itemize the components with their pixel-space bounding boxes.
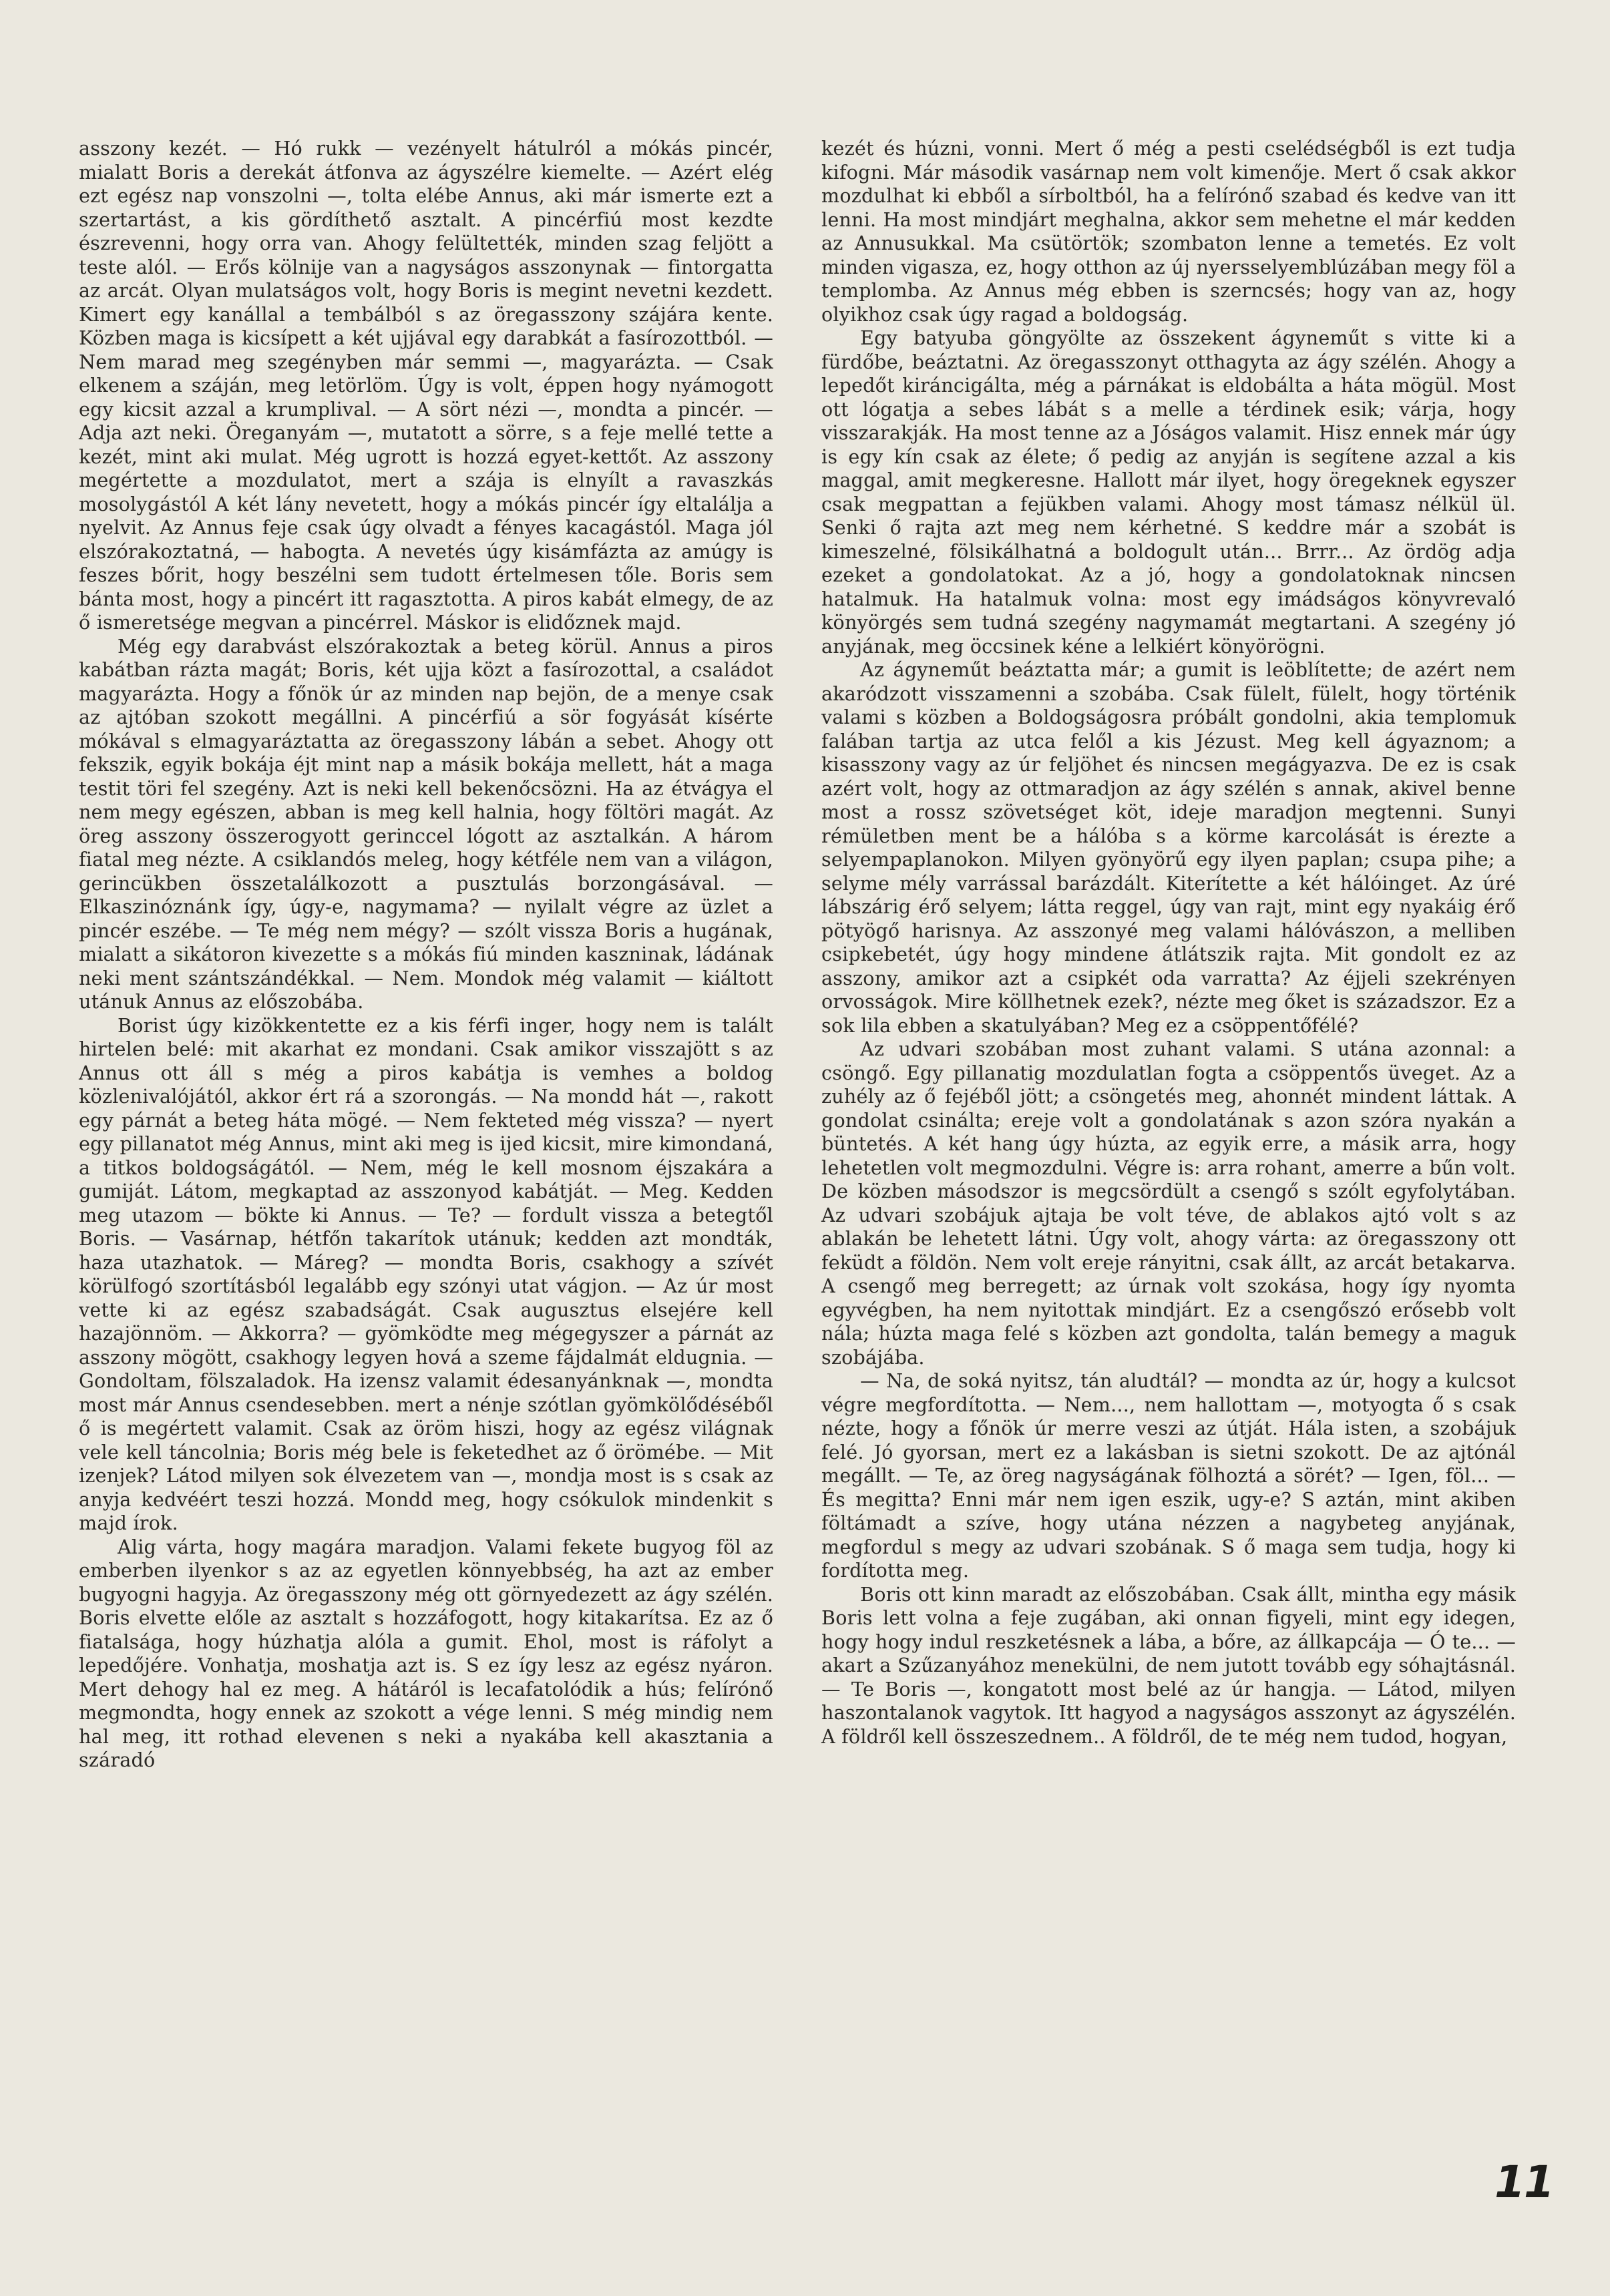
paragraph: Alig várta, hogy magára maradjon. Valami fekete bugyog föl az emberben ilyenkor s az az egyetlen könnyebbség, ha azt az ember bugyogni hagyja. Az öregasszony még ott görnyedezett az ágy szélén. Boris elvette előle az asztalt s hozzáfogott, hogy kitakarítsa. Ez az ő fiatalsága, hogy húzhatja alóla a gumit. Ehol, most is ráfolyt a lepedőjére. Vonhatja, moshatja azt is. S ez így lesz az egész nyáron. Mert dehogy hal ez meg. A hátáról is lecafatolódik a hús; felírónő megmondta, hogy ennek az szokott a vége lenni. S még mindig nem hal meg, itt rothad elevenen s neki a nyakába kell akasztania a száradó — [79, 1535, 773, 1771]
paragraph: Még egy darabvást elszórakoztak a beteg körül. Annus a piros kabátban rázta magát; Boris, két ujja közt a fasírozottal, a családot magyarázta. Hogy a főnök úr az minden nap bejön, de a menye csak az ajtóban szokott megállni. A pincérfiú a sör fogyását kísérte mókával s elmagyaráztatta az öregasszony lábán a sebet. Ahogy ott fekszik, egyik bokája éjt mint nap a másik bokája mellett, hát a maga testit töri fel szegény. Azt is neki kell bekenőcsözni. Ha az étvágya el nem megy egészen, abban is meg kell halnia, hogy föltöri magát. Az öreg asszony összerogyott gerinccel lógott az asztalkán. A három fiatal meg nézte. A csiklandós meleg, hogy kétféle nem van a világon, gerincükben összetalálkozott a pusztulás borzongásával. — Elkaszinóznánk így, úgy-e, nagymama? — nyilalt végre az üzlet a pincér eszébe. — Te még nem mégy? — szólt vissza Boris a hugának, mialatt a sikátoron kivezette s a mókás fiú minden kaszninak, ládának neki ment szántszándékkal. — Nem. Mondok még valamit — kiáltott utánuk Annus az előszobába. — [79, 634, 773, 1013]
paragraph: asszony kezét. — Hó rukk — vezényelt hátulról a mókás pincér, mialatt Boris a derekát átfonva az ágyszélre kiemelte. — Azért elég ezt egész nap vonszolni —, tolta elébe Annus, aki már ismerte ezt a szertartást, a kis gördíthető asztalt. A pincérfiú most kezdte észrevenni, hogy orra van. Ahogy felültették, minden szag feljött a teste alól. — Erős kölnije van a nagyságos asszonynak — fintorgatta az arcát. Olyan mulatságos volt, hogy Boris is megint nevetni kezdett. Kimert egy kanállal a tembálból s az öregasszony szájára kente. Közben maga is kicsípett a két ujjával egy darabkát a fasírozottból. — Nem marad meg szegényben már semmi —, magyarázta. — Csak elkenem a száján, meg letörlöm. Úgy is volt, éppen hogy nyámogott egy kicsit azzal a krumplival. — A sört nézi —, mondta a pincér. — Adja azt neki. Öreganyám —, mutatott a sörre, s a feje mellé tette a kezét, mint aki mulat. Még ugrott is hozzá egyet-kettőt. Az asszony megértette a mozdulatot, mert a szája is elnyílt a ravaszkás mosolygástól A két lány nevetett, hogy a mókás pincér így eltalálja a nyelvit. Az Annus feje csak úgy olvadt a fényes kacagástól. Maga jól elszórakoztatná, — habogta. A nevetés úgy kisámfázta az amúgy is feszes bőrit, hogy beszélni sem tudott értelmesen tőle. Boris sem bánta most, hogy a pincért itt ragasztotta. A piros kabát elmegy, de az ő ismeretsége megvan a pincérrel. Máskor is elidőznek majd. — [79, 137, 773, 634]
paragraph: Az udvari szobában most zuhant valami. S utána azonnal: a csöngő. Egy pillanatig mozdulatlan fogta a csöppentős üveget. Az a zuhély az ő fejéből jött; a csöngetés meg, ahonnét mindent láttak. A gondolat csinálta; ereje volt a gondolatának s azon szóra nyakán a büntetés. A két hang úgy húzta, az egyik erre, a másik arra, hogy lehetetlen volt megmozdulni. Végre is: arra rohant, amerre a bűn volt. De közben másodszor is megcsördült a csengő s szólt egyfolytában. Az udvari szobájuk ajtaja be volt téve, de ablakos ajtó volt s az ablakán be lehetett látni. Úgy volt, ahogy várta: az öregasszony ott feküdt a földön. Nem volt ereje rányitni, csak állt, az arcát betakarva. A csengő meg berregett; az úrnak volt szokása, hogy így nyomta egyvégben, ha nem nyitottak mindjárt. Ez a csengőszó erősebb volt nála; húzta maga felé s közben azt gondolta, talán bemegy a maguk szobájába. — [821, 1038, 1516, 1369]
right-column — [821, 137, 1516, 1749]
page-number: 11 — [1494, 2156, 1553, 2208]
paragraph: Egy batyuba göngyölte az összekent ágyneműt s vitte ki a fürdőbe, beáztatni. Az öregasszonyt otthagyta az ágy szélén. Ahogy a lepedőt kiráncigálta, még a párnákat is eldobálta a háta mögül. Most ott lógatja a sebes lábát s a melle a térdinek esik; várja, hogy visszarakják. Ha most tenne az a Jóságos valamit. Hisz ennek már úgy is egy kín csak az élete; ő pedig az anyján is segítene azzal a kis maggal, amit megkeresne. Hallott már ilyet, hogy öregeknek egyszer csak megpattan a fejükben valami. Ahogy most támasz nélkül ül. Senki ő rajta azt meg nem kérhetné. S keddre már a szobát is kimeszelné, fölsikálhatná a boldogult után... Brrr... Az ördög adja ezeket a gondolatokat. Az a jó, hogy a gondolatoknak nincsen hatalmuk. Ha hatalmuk volna: most egy imádságos könyvrevaló könyörgés sem tudná szegény nagymamát megtartani. A szegény jó anyjának, meg öccsinek kéne a lelkiért könyörögni. — [821, 326, 1516, 658]
paragraph: Boris ott kinn maradt az előszobában. Csak állt, mintha egy másik Boris lett volna a feje zugában, aki onnan figyeli, mint egy idegen, hogy hogy indul reszketésnek a lába, a bőre, az állkapcája — Ó te... — akart a Szűzanyához menekülni, de nem jutott tovább egy sóhajtásnál. — Te Boris —, kongatott most belé az úr hangja. — Látod, milyen haszontalanok vagytok. Itt hagyod a nagyságos asszonyt az ágyszélén. A földről kell összeszednem.. A földről, de te még nem tudod, hogyan, — [821, 1582, 1516, 1748]
paragraph: kezét és húzni, vonni. Mert ő még a pesti cselédségből is ezt tudja kifogni. Már második vasárnap nem volt kimenője. Mert ő csak akkor mozdulhat ki ebből a sírboltból, ha a felírónő szabad és kedve van itt lenni. Ha most mindjárt meghalna, akkor sem mehetne el már kedden az Annusukkal. Ma csütörtök; szombaton lenne a temetés. Ez volt minden vigasza, ez, hogy otthon az új nyersselyemblúzában megy föl a templomba. Az Annus még ebben is szerncsés; hogy van az, hogy olyikhoz csak úgy ragad a boldogság. — [821, 137, 1516, 326]
paragraph: Borist úgy kizökkentette ez a kis férfi inger, hogy nem is talált hirtelen belé: mit akarhat ez mondani. Csak amikor visszajött s az Annus ott áll s még a piros kabátja is vemhes a boldog közlenivalójától, akkor ért rá a szorongás. — Na mondd hát —, rakott egy párnát a beteg háta mögé. — Nem fekteted még vissza? — nyert egy pillanatot még Annus, mint aki meg is ijed kicsit, mire kimondaná, a titkos boldogságától. — Nem, még le kell mosnom éjszakára a gumiját. Látom, megkaptad az asszonyod kabátját. — Meg. Kedden meg utazom — bökte ki Annus. — Te? — fordult vissza a betegtől Boris. — Vasárnap, hétfőn takarítok utánuk; kedden azt mondták, haza utazhatok. — Máreg? — mondta Boris, csakhogy a szívét körülfogó szortításból legalább egy szónyi utat vágjon. — Az úr most vette ki az egész szabadságát. Csak augusztus elsejére kell hazajönnöm. — Akkorra? — gyömködte meg mégegyszer a párnát az asszony mögött, csakhogy legyen hová a szeme fájdalmát eldugnia. — Gondoltam, fölszaladok. Ha izensz valamit édesanyánknak —, mondta most már Annus csendesebben. mert a nénje szótlan gyömkölődéséből ő is megértett valamit. Csak az öröm hiszi, hogy az egész világnak vele kell táncolnia; Boris még bele is feketedhet az ő örömébe. — Mit izenjek? Látod milyen sok élvezetem van —, mondja most is s csak az anyja kedvéért teszi hozzá. Mondd meg, hogy csókulok mindenkit s majd írok. — [79, 1013, 773, 1534]
paragraph: Az ágyneműt beáztatta már; a gumit is leöblítette; de azért nem akaródzott visszamenni a szobába. Csak fülelt, fülelt, hogy történik valami s közben a Boldogságosra próbált gondolni, akia templomuk falában tartja az utca felől a kis Jézust. Meg kell ágyaznom; a kisasszony vagy az úr feljöhet és nincsen megágyazva. De ez is csak azért volt, hogy az ottmaradjon az ágy szélén s annak, akivel benne most a rossz szövetséget köt, ideje maradjon megtenni. Sunyi rémületben ment be a hálóba s a körme karcolását is érezte a selyempaplanokon. Milyen gyönyörű egy ilyen paplan; csupa pihe; a selyme mély varrással barázdált. Kiterítette a két hálóinget. Az úré lábszárig érő selyem; látta reggel, úgy van rajt, mint egy nyakáig érő pötyögő harisnya. Az asszonyé meg valami hálóvászon, a melliben csipkebetét, úgy hogy mindene átlátszik rajta. Mit gondolt ez az asszony, amikor azt a csipkét oda varratta? Az éjjeli szekrényen orvosságok. Mire köllhetnek ezek?, nézte meg őket is századszor. Ez a sok lila ebben a skatulyában? Meg ez a csöppentőfélé? — [821, 658, 1516, 1037]
paragraph: — Na, de soká nyitsz, tán aludtál? — mondta az úr, hogy a kulcsot végre megfordította. — Nem..., nem hallottam —, motyogta ő s csak nézte, hogy a főnök úr merre veszi az útját. Hála isten, a szobájuk felé. Jó gyorsan, mert ez a lakásban is sietni szokott. De az ajtónál megállt. — Te, az öreg nagyságának fölhoztá a sörét? — Igen, föl... — És megitta? Enni már nem igen eszik, ugy-e? S aztán, mint akiben föltámadt a szíve, hogy utána nézzen a nagybeteg anyjának, megfordul s megy az udvari szobának. S ő maga sem tudja, hogy ki fordította meg. — [821, 1369, 1516, 1582]
left-column — [79, 137, 773, 1773]
